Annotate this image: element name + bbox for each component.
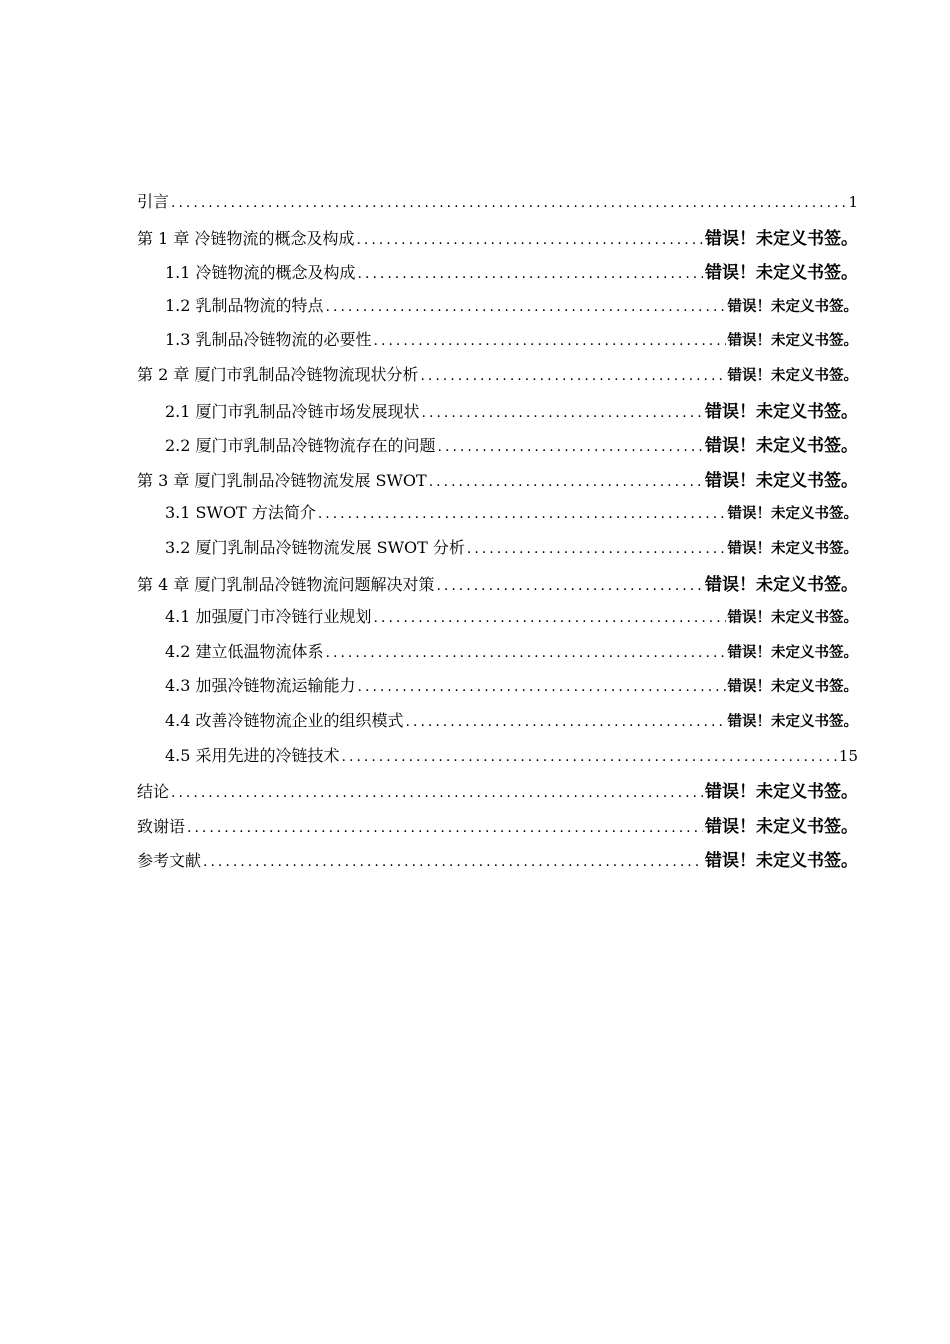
- toc-page-number: 1: [848, 193, 858, 211]
- toc-page-error: 错误！未定义书签。: [727, 298, 858, 315]
- toc-page-error: 错误！未定义书签。: [705, 228, 858, 249]
- toc-page-error: 错误！未定义书签。: [705, 436, 858, 457]
- toc-leader-dots: [374, 333, 726, 349]
- toc-entry-intro[interactable]: [137, 189, 858, 224]
- toc-page-error: 错误！未定义书签。: [705, 851, 858, 872]
- toc-page-error: 错误！未定义书签。: [727, 679, 858, 696]
- toc-entry-references[interactable]: [137, 846, 858, 881]
- toc-entry-chapter-2[interactable]: [137, 362, 858, 397]
- toc-entry-section-1-1[interactable]: [137, 258, 858, 293]
- toc-leader-dots: [438, 439, 703, 455]
- toc-entry-title: 3.2 厦门乳制品冷链物流发展 SWOT 分析: [165, 537, 465, 557]
- toc-leader-dots: [356, 232, 703, 248]
- toc-entry-title: 4.2 建立低温物流体系: [165, 641, 324, 661]
- toc-entry-section-3-2[interactable]: [137, 535, 858, 570]
- toc-entry-title: 1.3 乳制品冷链物流的必要性: [165, 330, 372, 350]
- toc-leader-dots: [374, 610, 726, 626]
- toc-entry-title: 2.2 厦门市乳制品冷链物流存在的问题: [165, 436, 436, 456]
- toc-leader-dots: [467, 541, 726, 557]
- toc-entry-chapter-1[interactable]: [137, 224, 858, 259]
- toc-entry-section-2-1[interactable]: [137, 397, 858, 432]
- toc-page-error: 错误！未定义书签。: [705, 263, 858, 284]
- toc-entry-title: 结论: [137, 782, 170, 802]
- toc-leader-dots: [326, 645, 726, 661]
- toc-leader-dots: [342, 749, 837, 765]
- toc-leader-dots: [326, 299, 726, 315]
- toc-page-error: 错误！未定义书签。: [727, 644, 858, 661]
- toc-entry-title: 第 4 章 厦门乳制品冷链物流问题解决对策: [137, 574, 435, 594]
- toc-entry-title: 2.1 厦门市乳制品冷链市场发展现状: [165, 401, 420, 421]
- toc-entry-section-4-5[interactable]: [137, 743, 858, 778]
- toc-entry-section-1-2[interactable]: [137, 293, 858, 328]
- toc-entry-chapter-4[interactable]: [137, 570, 858, 605]
- toc-leader-dots: [422, 405, 703, 421]
- toc-page-number: 15: [838, 746, 858, 765]
- toc-entry-section-4-2[interactable]: [137, 639, 858, 674]
- toc-entry-title: 1.2 乳制品物流的特点: [165, 295, 324, 315]
- toc-entry-section-1-3[interactable]: [137, 327, 858, 362]
- toc-entry-title: 参考文献: [137, 851, 202, 871]
- toc-page-error: 错误！未定义书签。: [727, 713, 858, 730]
- toc-entry-section-2-2[interactable]: [137, 431, 858, 466]
- toc-page-error: 错误！未定义书签。: [705, 574, 858, 595]
- toc-entry-section-4-1[interactable]: [137, 604, 858, 639]
- toc-entry-title: 4.3 加强冷链物流运输能力: [165, 676, 356, 696]
- toc-page-error: 错误！未定义书签。: [727, 610, 858, 627]
- toc-page-error: 错误！未定义书签。: [705, 816, 858, 837]
- table-of-contents: [137, 189, 858, 881]
- toc-leader-dots: [406, 714, 726, 730]
- toc-page-error: 错误！未定义书签。: [705, 782, 858, 803]
- toc-page-error: 错误！未定义书签。: [727, 333, 858, 350]
- toc-leader-dots: [187, 820, 703, 836]
- toc-entry-title: 第 1 章 冷链物流的概念及构成: [137, 228, 355, 248]
- toc-leader-dots: [420, 368, 725, 384]
- toc-entry-title: 第 2 章 厦门市乳制品冷链物流现状分析: [137, 364, 419, 384]
- toc-entry-chapter-3[interactable]: [137, 466, 858, 501]
- toc-entry-title: 4.5 采用先进的冷链技术: [165, 745, 340, 765]
- toc-leader-dots: [318, 506, 726, 522]
- toc-page-error: 错误！未定义书签。: [705, 401, 858, 422]
- toc-entry-title: 第 3 章 厦门乳制品冷链物流发展 SWOT: [137, 470, 427, 490]
- toc-leader-dots: [171, 195, 846, 211]
- toc-leader-dots: [358, 679, 726, 695]
- toc-page-error: 错误！未定义书签。: [727, 540, 858, 557]
- toc-page-error: 错误！未定义书签。: [705, 470, 858, 491]
- toc-leader-dots: [203, 854, 703, 870]
- toc-entry-title: 3.1 SWOT 方法简介: [165, 503, 316, 523]
- toc-entry-section-3-1[interactable]: [137, 500, 858, 535]
- toc-entry-section-4-3[interactable]: [137, 673, 858, 708]
- toc-leader-dots: [429, 474, 703, 490]
- toc-entry-acknowledgements[interactable]: [137, 812, 858, 847]
- toc-leader-dots: [358, 266, 703, 282]
- toc-entry-section-4-4[interactable]: [137, 708, 858, 743]
- toc-page-error: 错误！未定义书签。: [727, 367, 858, 384]
- toc-leader-dots: [436, 578, 703, 594]
- toc-entry-title: 1.1 冷链物流的概念及构成: [165, 263, 356, 283]
- toc-leader-dots: [171, 785, 703, 801]
- toc-entry-title: 引言: [137, 192, 170, 211]
- toc-entry-conclusion[interactable]: [137, 777, 858, 812]
- toc-entry-title: 4.4 改善冷链物流企业的组织模式: [165, 710, 404, 730]
- toc-page-error: 错误！未定义书签。: [727, 506, 858, 523]
- toc-entry-title: 致谢语: [137, 816, 186, 836]
- toc-entry-title: 4.1 加强厦门市冷链行业规划: [165, 607, 372, 627]
